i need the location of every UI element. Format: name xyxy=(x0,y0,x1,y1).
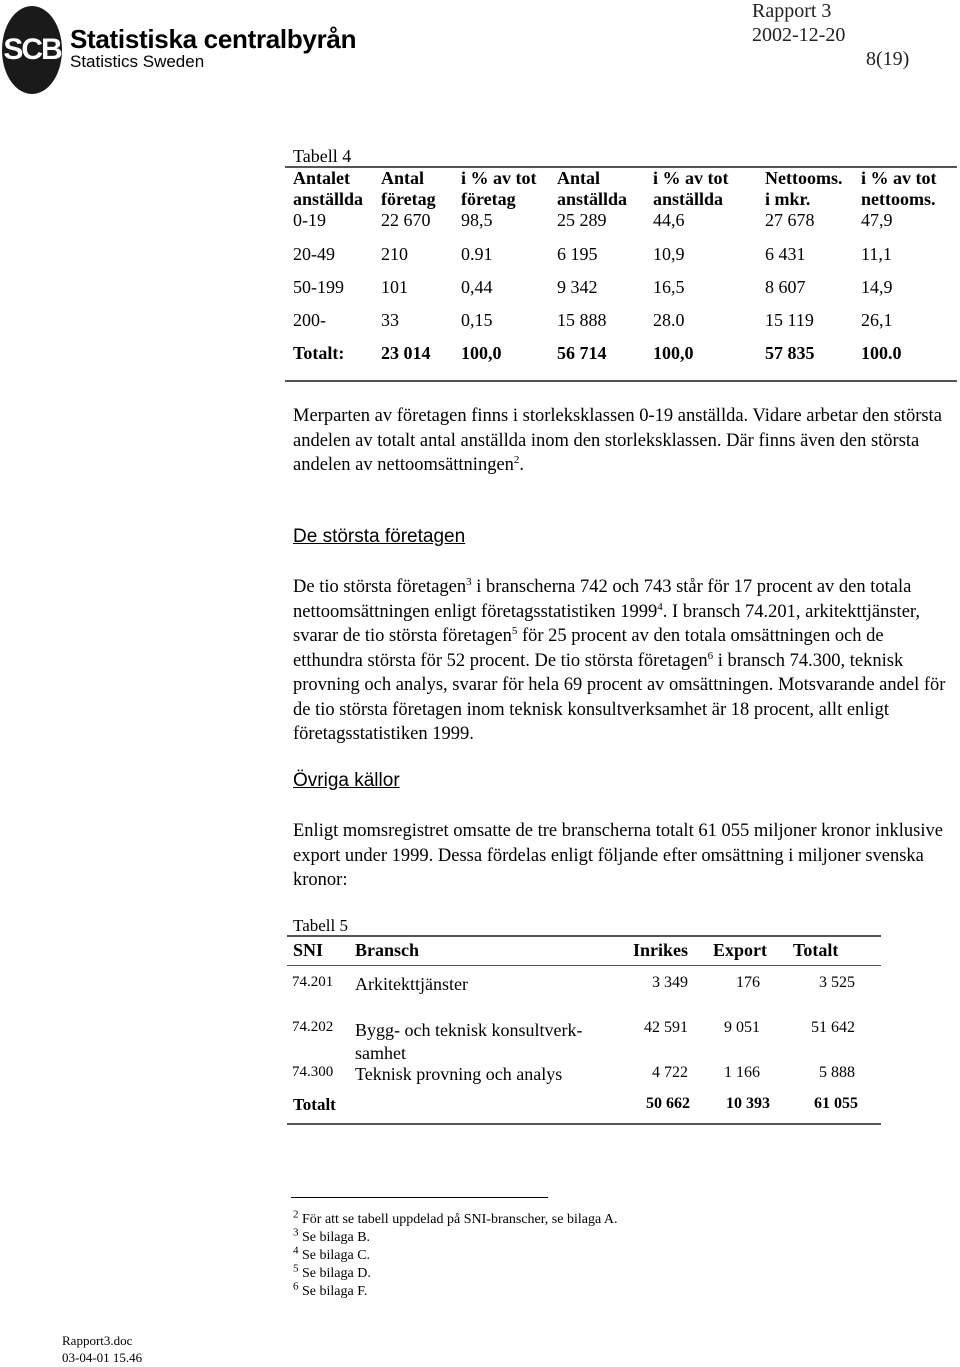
table5-header-totalt: Totalt xyxy=(793,940,839,960)
table-row xyxy=(293,244,957,277)
table5-bottom-rule xyxy=(287,1123,881,1125)
table-cell: 100,0 xyxy=(461,343,502,363)
footer-filename: Rapport3.doc xyxy=(62,1333,133,1348)
table-cell: 20-49 xyxy=(293,244,335,264)
table5-header-sni: SNI xyxy=(293,940,324,960)
table4-header: i % av tot nettooms. xyxy=(861,168,937,209)
table5-total-export: 10 393 xyxy=(726,1095,770,1112)
table-cell: 6 431 xyxy=(765,244,806,264)
table5-inrikes: 42 591 xyxy=(644,1019,688,1036)
footnote-ref: 3 xyxy=(466,575,472,588)
table5-export: 9 051 xyxy=(724,1019,760,1036)
table-cell: 0,15 xyxy=(461,310,493,330)
table-cell: 27 678 xyxy=(765,210,815,230)
table5-total-inrikes: 50 662 xyxy=(646,1095,690,1112)
table4-header: Antalet anställda xyxy=(293,168,364,209)
footnote-ref: 2 xyxy=(513,453,520,466)
table-cell: 6 195 xyxy=(557,244,598,264)
table-cell: 23 014 xyxy=(381,343,431,363)
table4-total-row xyxy=(293,343,957,373)
table4-header-row xyxy=(293,168,957,210)
org-subtitle: Statistics Sweden xyxy=(70,52,205,71)
table-row xyxy=(293,277,957,310)
table5-caption: Tabell 5 xyxy=(293,916,348,935)
table-cell: 57 835 xyxy=(765,343,815,363)
table-cell: Totalt: xyxy=(293,343,345,363)
table4 xyxy=(293,168,957,373)
table-cell: 47,9 xyxy=(861,210,893,230)
table-cell: 26,1 xyxy=(861,310,893,330)
table4-bottom-rule xyxy=(285,380,957,382)
table5-export: 1 166 xyxy=(724,1064,760,1081)
footer-timestamp: 03-04-01 15.46 xyxy=(62,1350,143,1365)
table4-header: i % av tot företag xyxy=(461,168,537,209)
table5-totalt: 3 525 xyxy=(819,974,855,991)
footnote: $^6$ Se bilaga F. xyxy=(293,1280,368,1299)
report-label: Rapport 3 xyxy=(752,0,832,22)
table-cell: 15 119 xyxy=(765,310,814,330)
table-cell: 101 xyxy=(381,277,408,297)
paragraph-other: Enligt momsregistret omsatte de tre branscherna totalt 61 055 miljoner kronor inklusive export under 1999. Dessa fördelas enligt följande efter omsättning i miljoner svenska kronor: xyxy=(293,821,943,890)
table5-bransch: Teknisk provning och analys xyxy=(355,1064,563,1084)
paragraph-largest: De tio största företagen$^3$ i branscherna 742 och 743 står för 17 procent av den totala nettoomsättningen enligt företagsstatistiken 1999$^4$. I bransch 74.201, arkitekttjänster, svarar de tio största företagen$^5$ för 25 procent av den totala omsättningen och de etthundra största för 52 procent. De tio största företagen$^6$ i bransch 74.300, teknisk provning och analys, svarar för hela 69 procent av omsättningen. Motsvarande andel för de tio största företagen inom teknisk konsultverksamhet är 18 procent, allt enligt företagsstatistiken 1999. xyxy=(293,575,946,744)
table5-header-export: Export xyxy=(713,940,767,960)
footnote-ref: 4 xyxy=(657,600,663,613)
table5-export: 176 xyxy=(736,974,760,991)
table-cell: 11,1 xyxy=(861,244,892,264)
table-cell: 28.0 xyxy=(653,310,685,330)
table-cell: 0.91 xyxy=(461,244,493,264)
table5-inrikes: 3 349 xyxy=(652,974,688,991)
table-cell: 9 342 xyxy=(557,277,598,297)
table4-caption: Tabell 4 xyxy=(293,146,352,166)
table5-sni: 74.201 xyxy=(292,974,334,990)
table5-bransch: Arkitekttjänster xyxy=(355,974,468,994)
table-cell: 0-19 xyxy=(293,210,326,230)
footnote: $^3$ Se bilaga B. xyxy=(293,1226,371,1245)
footnote-ref: 5 xyxy=(511,624,518,637)
table-cell: 50-199 xyxy=(293,277,344,297)
table4-header: Nettooms. i mkr. xyxy=(765,168,843,209)
table5-header-bransch: Bransch xyxy=(355,940,420,960)
table-cell: 25 289 xyxy=(557,210,607,230)
page-number: 8(19) xyxy=(866,48,910,70)
org-name: Statistiska centralbyrån xyxy=(70,24,357,54)
table-cell: 200- xyxy=(293,310,326,330)
table-cell: 44,6 xyxy=(653,210,685,230)
footnote: $^4$ Se bilaga C. xyxy=(293,1244,371,1263)
table-cell: 56 714 xyxy=(557,343,607,363)
table4-header: Antal företag xyxy=(381,168,436,209)
table5-header-inrikes: Inrikes xyxy=(633,940,689,960)
table-cell: 8 607 xyxy=(765,277,806,297)
report-date: 2002-12-20 xyxy=(752,24,846,46)
table5-totalt: 5 888 xyxy=(819,1064,855,1081)
footnote: $^5$ Se bilaga D. xyxy=(293,1262,371,1281)
table-cell: 33 xyxy=(381,310,399,330)
table5-totalt: 51 642 xyxy=(811,1019,855,1036)
footnote-separator xyxy=(291,1197,548,1198)
paragraph-intro: Merparten av företagen finns i storleksklassen 0-19 anställda. Vidare arbetar den största andelen av totalt antal anställda inom den storleksklassen. Där finns även den största andelen av nettoomsättningen$^2$. xyxy=(293,406,942,475)
table-cell: 10,9 xyxy=(653,244,685,264)
table-cell: 210 xyxy=(381,244,408,264)
footnote-ref: 6 xyxy=(707,649,714,662)
table-cell: 16,5 xyxy=(653,277,685,297)
table-cell: 98,5 xyxy=(461,210,493,230)
table-cell: 22 670 xyxy=(381,210,431,230)
table5-total-totalt: 61 055 xyxy=(814,1095,858,1112)
section-heading-largest: De största företagen xyxy=(293,526,466,547)
section-heading-other: Övriga källor xyxy=(293,770,400,791)
table5-header-rule xyxy=(287,965,881,966)
table-cell: 14,9 xyxy=(861,277,893,297)
table-cell: 100,0 xyxy=(653,343,694,363)
footnote: $^2$ För att se tabell uppdelad på SNI-branscher, se bilaga A. xyxy=(293,1208,618,1227)
table-cell: 100.0 xyxy=(861,343,902,363)
table-cell: 0,44 xyxy=(461,277,493,297)
table4-header: Antal anställda xyxy=(557,168,628,209)
table5-bransch: Bygg- och teknisk konsultverk-samhet xyxy=(355,1020,583,1063)
table5-sni: 74.300 xyxy=(292,1064,334,1080)
table4-header: i % av tot anställda xyxy=(653,168,729,209)
table-row xyxy=(293,310,957,343)
table-row xyxy=(293,210,957,244)
table5-total-label: Totalt xyxy=(293,1095,336,1114)
table5-top-rule xyxy=(287,935,881,937)
scb-logo: SCB xyxy=(2,6,62,94)
table5-sni: 74.202 xyxy=(292,1019,334,1035)
table5-inrikes: 4 722 xyxy=(652,1064,688,1081)
table-cell: 15 888 xyxy=(557,310,607,330)
